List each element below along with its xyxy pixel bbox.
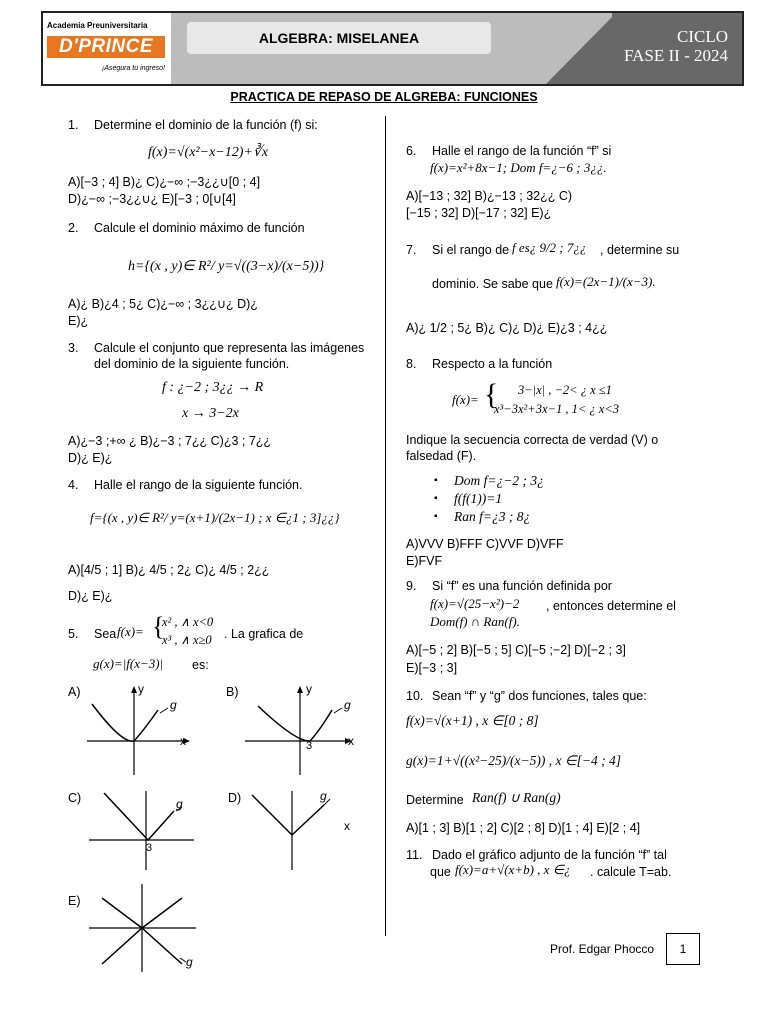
logo-brand: D'PRINCE	[47, 36, 165, 58]
q9-text-b: , entonces determine el	[546, 599, 676, 613]
graph-e-g-label: g	[186, 955, 193, 969]
q5-piece2: x³ , ∧ x≥0	[162, 633, 212, 647]
q9-formula-2: Dom(f) ∩ Ran(f).	[430, 614, 520, 629]
question-text: Sean “f” y “g” dos funciones, tales que:	[432, 689, 647, 703]
q10-options: A)[1 ; 3] B)[1 ; 2] C)[2 ; 8] D)[1 ; 4] E)[2 ; 4]	[406, 821, 641, 835]
question-text: Calcule el dominio máximo de función	[94, 221, 305, 235]
q4-options-line1: A)[4/5 ; 1] B)¿ 4/5 ; 2¿ C)¿ 4/5 ; 2¿¿	[68, 563, 270, 577]
question-number: 8.	[406, 357, 417, 371]
q11-formula: f(x)=a+√(x+b) , x ∈¿	[455, 862, 571, 877]
graph-a-y-label: y	[138, 682, 144, 696]
question-text: Determine el dominio de la función (f) si:	[94, 118, 318, 132]
q7-text-c: dominio. Se sabe que	[432, 277, 553, 291]
question-4	[68, 477, 368, 493]
graph-label-C: C)	[68, 791, 82, 805]
q2-options-line2: E)¿	[68, 314, 89, 328]
question-9	[406, 578, 736, 594]
practice-subtitle: PRACTICA DE REPASO DE ALGREBA: FUNCIONES	[230, 90, 538, 104]
question-2	[68, 220, 368, 236]
question-text: Si “f” es una función definida por	[432, 579, 612, 593]
q7-text-b: , determine su	[600, 243, 680, 257]
question-3	[68, 340, 368, 372]
q8-options-line1: A)VVV B)FFF C)VVF D)VFF	[406, 537, 564, 551]
question-5	[68, 626, 368, 642]
graph-b-g-label: g	[344, 698, 351, 712]
q3-options-line1: A)¿−3 ;+∞ ¿ B)¿−3 ; 7¿¿ C)¿3 ; 7¿¿	[68, 434, 272, 448]
q5-brace: {	[152, 612, 165, 641]
question-number: 6.	[406, 144, 417, 158]
header-banner	[41, 11, 744, 86]
question-number: 5.	[68, 627, 79, 641]
question-number: 7.	[406, 243, 417, 257]
q9-options-line2: E)[−3 ; 3]	[406, 661, 458, 675]
question-number: 9.	[406, 579, 417, 593]
graph-b	[240, 680, 360, 780]
q8-bullet-1: ▪ Dom f=¿−2 ; 3¿	[454, 473, 544, 489]
graph-d-x-label: x	[344, 819, 350, 833]
author-footer: Prof. Edgar Phocco	[550, 942, 655, 956]
graph-label-B: B)	[226, 685, 239, 699]
question-8	[406, 356, 736, 372]
q8-f-def: f(x)=	[452, 392, 479, 407]
question-text: Halle el rango de la siguiente función.	[94, 478, 303, 492]
question-text: Dado el gráfico adjunto de la función “f” tal	[432, 848, 667, 862]
q11-text-b: que	[430, 865, 451, 879]
graph-b-tick-3: 3	[306, 740, 313, 752]
logo-slogan: ¡Asegura tu ingreso!	[101, 65, 165, 72]
graph-a-g-label: g	[170, 698, 177, 712]
q6-formula: f(x)=x²+8x−1; Dom f=¿−6 ; 3¿¿.	[430, 160, 607, 175]
q3-formula-rule: x → 3−2x	[182, 406, 239, 421]
graph-label-E: E)	[68, 894, 81, 908]
graph-c-g-label: g	[176, 797, 183, 811]
q3-formula-map: f : ¿−2 ; 3¿¿ → R	[162, 380, 264, 395]
q5-piece1: x² , ∧ x<0	[162, 615, 214, 629]
cycle-label	[624, 27, 728, 65]
q10-formula-f: f(x)=√(x+1) , x ∈[0 ; 8]	[406, 713, 539, 728]
graph-d	[240, 785, 350, 875]
q5-f-def: f(x)=	[117, 624, 144, 639]
q5-text-c: es:	[192, 658, 209, 672]
q8-bullet-2: ▪ f(f(1))=1	[454, 491, 502, 507]
q10-formula-ran: Ran(f) ∪ Ran(g)	[472, 790, 561, 805]
q8-options-line2: E)FVF	[406, 554, 443, 568]
q10-determine: Determine	[406, 793, 464, 807]
question-text: Calcule el conjunto que representa las imágenes del dominio de la siguiente función.	[94, 341, 365, 371]
graph-a-x-label: x	[180, 734, 186, 748]
q4-options-line2: D)¿ E)¿	[68, 589, 113, 603]
question-1	[68, 117, 368, 133]
q2-options-line1: A)¿ B)¿4 ; 5¿ C)¿−∞ ; 3¿¿∪¿ D)¿	[68, 297, 258, 311]
q5-g-def: g(x)=|f(x−3)|	[93, 656, 164, 671]
graph-c-tick-3: 3	[146, 842, 153, 854]
question-text-a: Si el rango de	[432, 243, 510, 257]
page-number: 1	[666, 933, 700, 965]
q11-text-c: . calcule T=ab.	[590, 865, 672, 879]
question-number: 10.	[406, 689, 424, 703]
q3-options-line2: D)¿ E)¿	[68, 451, 113, 465]
q2-formula: h={(x , y)∈ R²/ y=√((3−x)/(x−5))}	[128, 259, 325, 274]
q7-options: A)¿ 1/2 ; 5¿ B)¿ C)¿ D)¿ E)¿3 ; 4¿¿	[406, 321, 608, 335]
graph-b-x-label: x	[348, 734, 354, 748]
question-number: 11.	[406, 848, 423, 862]
q1-formula: f(x)=√(x²−x−12)+∛x	[148, 145, 268, 160]
q1-options-line2: D)¿−∞ ;−3¿¿∪¿ E)[−3 ; 0[∪[4]	[68, 192, 236, 206]
graph-b-y-label: y	[306, 682, 312, 696]
graph-label-D: D)	[228, 791, 242, 805]
question-number: 3.	[68, 341, 79, 355]
graph-d-g-label: g	[320, 789, 327, 803]
q1-options-line1: A)[−3 ; 4] B)¿ C)¿−∞ ;−3¿¿∪[0 ; 4]	[68, 175, 261, 189]
header-slant	[546, 13, 616, 84]
q7-formula-f: f(x)=(2x−1)/(x−3).	[556, 274, 656, 289]
q8-bullet-3: ▪ Ran f=¿3 ; 8¿	[454, 509, 530, 525]
q6-options-line2: [−15 ; 32] D)[−17 ; 32] E)¿	[406, 206, 552, 220]
q9-formula: f(x)=√(25−x²)−2	[430, 596, 520, 611]
academy-logo	[43, 13, 173, 84]
question-text: Halle el rango de la función “f” si	[432, 144, 612, 158]
q5-text-b: . La grafica de	[224, 627, 304, 641]
q7-formula-range: f es¿ 9/2 ; 7¿¿	[512, 240, 587, 255]
q10-formula-g: g(x)=1+√((x²−25)/(x−5)) , x ∈[−4 ; 4]	[406, 753, 621, 768]
q8-piece1: 3−|x| , −2< ¿ x ≤1	[518, 383, 612, 397]
question-number: 1.	[68, 118, 79, 132]
q6-options-line1: A)[−13 ; 32] B)¿−13 ; 32¿¿ C)	[406, 189, 573, 203]
q4-formula: f={(x , y)∈ R²/ y=(x+1)/(2x−1) ; x ∈¿1 ; 3]¿¿}	[90, 510, 340, 525]
q8-indique: Indique la secuencia correcta de verdad (V) o falsedad (F).	[406, 433, 659, 463]
page-title: ALGEBRA: MISELANEA	[187, 22, 491, 54]
question-text: Respecto a la función	[432, 357, 553, 371]
q8-piece2: x³−3x²+3x−1 , 1< ¿ x<3	[494, 402, 619, 416]
fase-text: FASE II - 2024	[623, 46, 728, 65]
question-text-a: Sea	[94, 627, 117, 641]
question-11	[406, 847, 736, 863]
question-number: 4.	[68, 478, 79, 492]
graph-c	[84, 785, 204, 875]
question-10	[406, 688, 736, 704]
q9-options-line1: A)[−5 ; 2] B)[−5 ; 5] C)[−5 ;−2] D)[−2 ; 3]	[406, 643, 626, 657]
question-number: 2.	[68, 221, 79, 235]
ciclo-text: CICLO	[677, 27, 728, 46]
column-divider	[385, 116, 386, 936]
logo-top-text: Academia Preuniversitaria	[47, 21, 148, 30]
question-6	[406, 143, 736, 159]
graph-label-A: A)	[68, 685, 81, 699]
q8-brace: {	[484, 378, 499, 411]
